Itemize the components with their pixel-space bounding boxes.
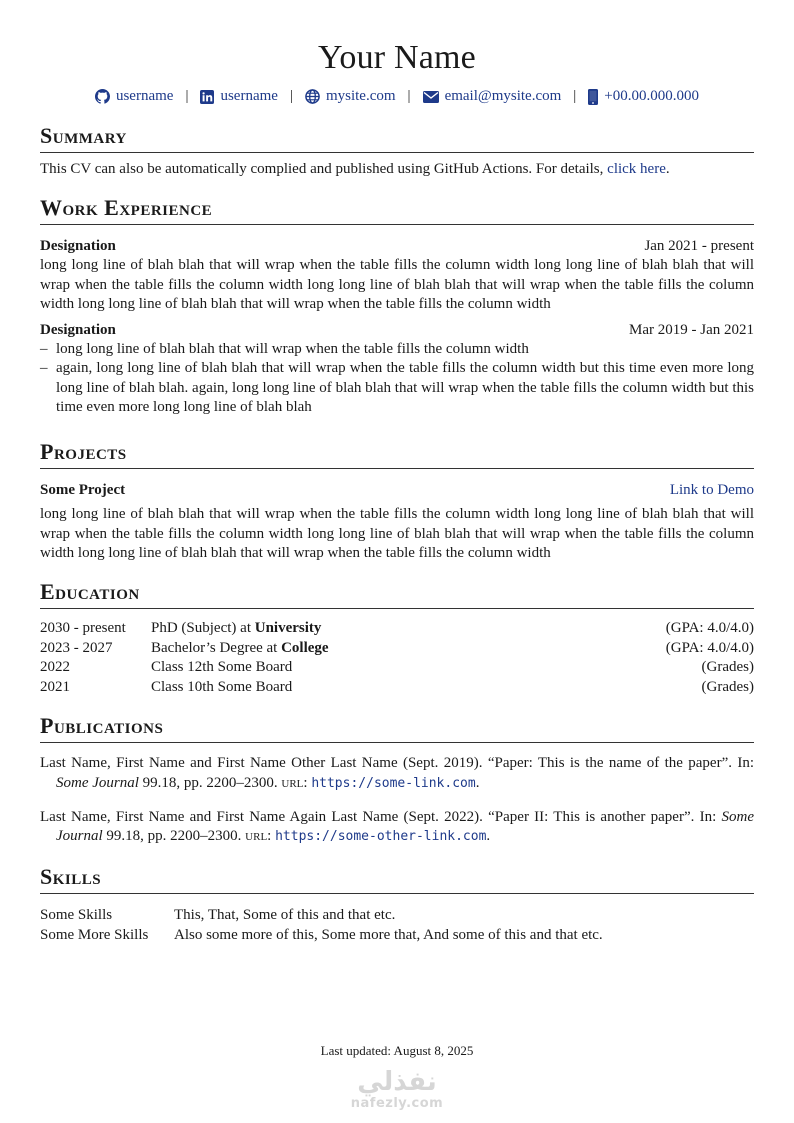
phone-link[interactable] — [588, 88, 699, 105]
education-grade: (Grades) — [701, 678, 754, 695]
separator: | — [407, 88, 411, 104]
job-date: Mar 2019 - Jan 2021 — [629, 322, 754, 339]
education-grade: (GPA: 4.0/4.0) — [665, 639, 754, 656]
section-title-education: Education — [40, 578, 754, 609]
github-icon — [95, 89, 110, 104]
education-grade: (GPA: 4.0/4.0) — [665, 620, 754, 637]
education-grade: (Grades) — [701, 659, 754, 676]
education-row — [40, 678, 754, 698]
education-degree: PhD (Subject) at University — [151, 620, 322, 637]
skill-value: Also some more of this, Some more that, And some of this and that etc. — [174, 926, 603, 943]
watermark-latin: nafezly.com — [350, 1096, 444, 1111]
envelope-icon — [423, 91, 439, 103]
publication-url[interactable]: https://some-other-link.com — [275, 829, 487, 845]
globe-icon — [305, 89, 320, 104]
last-updated: Last updated: August 8, 2025 — [320, 1043, 474, 1058]
mobile-phone-icon — [588, 89, 598, 105]
education-degree: Class 12th Some Board — [151, 659, 293, 676]
education-period: 2022 — [40, 659, 70, 676]
education-row — [40, 619, 754, 639]
work-entry-header — [40, 321, 754, 340]
education-school: University — [254, 620, 322, 637]
job-bullet: – long long line of blah blah that will wrap when the table fills the column width — [40, 340, 754, 359]
job-title: Designation — [40, 238, 116, 255]
education-row — [40, 639, 754, 659]
cv-page — [40, 0, 754, 945]
linkedin-username: username — [220, 88, 278, 104]
project-name: Some Project — [40, 482, 126, 499]
github-link[interactable] — [95, 88, 173, 105]
linkedin-icon — [200, 90, 214, 104]
url-label: url — [281, 774, 304, 791]
education-row — [40, 658, 754, 678]
project-description: long long line of blah blah that will wrap when the table fills the column width long long line of blah blah that will wrap when the table fills the column width long long line of blah blah that will wrap when the table fills the column width long long line of blah blah that will wrap when the table fills the column width — [40, 506, 754, 561]
website-url: mysite.com — [325, 88, 396, 104]
phone-number: +00.00.000.000 — [604, 88, 700, 104]
education-degree: Class 10th Some Board — [151, 678, 293, 695]
publication-url[interactable]: https://some-link.com — [311, 775, 476, 791]
linkedin-link[interactable] — [200, 88, 277, 105]
skill-row — [40, 906, 603, 926]
education-period: 2021 — [40, 678, 70, 695]
separator: | — [185, 88, 189, 104]
url-label: url — [245, 828, 268, 845]
github-username: username — [115, 88, 174, 104]
project-header — [40, 481, 754, 500]
skill-name: Some More Skills — [40, 926, 149, 943]
education-table — [40, 619, 754, 697]
job-date: Jan 2021 - present — [644, 238, 754, 255]
email-link[interactable] — [423, 88, 562, 105]
skills-table — [40, 906, 603, 945]
skill-value: This, That, Some of this and that etc. — [174, 907, 396, 924]
summary-text: This CV can also be automatically complied and published using GitHub Actions. For details, click here. — [40, 161, 670, 177]
education-degree: Bachelor’s Degree at College — [151, 639, 329, 656]
separator: | — [573, 88, 577, 104]
section-title-publications: Publications — [40, 712, 754, 743]
education-period: 2023 - 2027 — [40, 639, 113, 656]
publication-entry: Last Name, First Name and First Name Other Last Name (Sept. 2019). “Paper: This is the name of the paper”. In: Some Journal 99.18, pp. 2200–2300. url: https://some-link.com. — [40, 755, 754, 791]
section-title-projects: Projects — [40, 438, 754, 469]
job-title: Designation — [40, 322, 116, 339]
education-school: College — [281, 639, 329, 656]
section-title-skills: Skills — [40, 863, 754, 894]
separator: | — [289, 88, 293, 104]
education-period: 2030 - present — [40, 620, 126, 637]
skill-name: Some Skills — [40, 907, 113, 924]
job-bullet: – again, long long line of blah blah that will wrap when the table fills the column width but this time even more long long line of blah blah. again, long long line of blah blah that will wrap when the table fills the column width but this time even more long long line of blah blah — [40, 359, 754, 417]
summary-link[interactable]: click here — [607, 161, 666, 177]
section-title-summary: Summary — [40, 122, 754, 153]
publication-journal: Some Journal — [56, 808, 754, 845]
publication-journal: Some Journal — [56, 774, 139, 791]
work-entry-header — [40, 237, 754, 256]
section-title-work: Work Experience — [40, 194, 754, 225]
email-address: email@mysite.com — [444, 88, 562, 104]
job-description: long long line of blah blah that will wrap when the table fills the column width long long line of blah blah that will wrap when the table fills the column width long long line of blah blah that will wrap when the table fills the column width long long line of blah blah that will wrap when the table fills the column width — [40, 257, 754, 312]
skill-row — [40, 926, 603, 946]
project-demo-link[interactable]: Link to Demo — [669, 482, 754, 499]
website-link[interactable] — [305, 88, 396, 105]
job-bullets — [40, 340, 754, 417]
watermark-logo — [0, 1068, 794, 1111]
cv-name: Your Name — [318, 39, 476, 76]
publication-entry: Last Name, First Name and First Name Again Last Name (Sept. 2022). “Paper II: This is another paper”. In: Some Journal 99.18, pp. 2200–2300. url: https://some-other-link.com. — [40, 808, 754, 845]
watermark-arabic: نفذلي — [357, 1067, 437, 1097]
contact-bar — [40, 88, 754, 105]
